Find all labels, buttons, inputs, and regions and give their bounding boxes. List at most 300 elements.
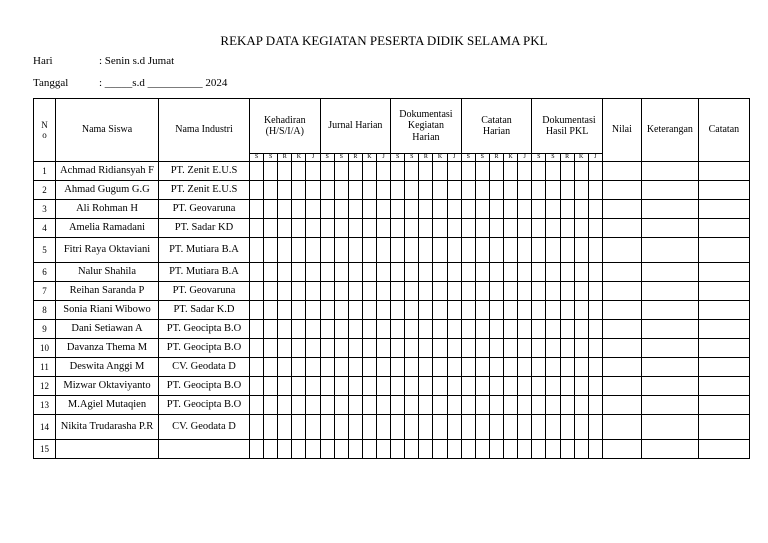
day-cell [377,339,391,358]
row-nilai [602,181,641,200]
day-cell [489,440,503,459]
row-nama-siswa: Mizwar Oktaviyanto [56,377,159,396]
hari-label: Hari [33,55,53,67]
day-cell [419,396,433,415]
row-nama-siswa: Ahmad Gugum G.G [56,181,159,200]
day-cell [574,440,588,459]
day-cell [250,219,264,238]
row-keterangan [641,396,698,415]
day-cell [264,415,278,440]
day-cell [264,320,278,339]
day-cell [518,320,532,339]
rekap-table [33,98,750,459]
day-cell [433,162,447,181]
day-cell [264,282,278,301]
row-no: 2 [34,181,56,200]
row-nama-industri: PT. Sadar K.D [159,301,250,320]
row-catatan [698,282,749,301]
day-cell [532,377,546,396]
row-nama-siswa [56,440,159,459]
day-cell [377,181,391,200]
day-cell [588,181,602,200]
day-cell [489,301,503,320]
row-keterangan [641,200,698,219]
day-cell [391,301,405,320]
row-nilai [602,320,641,339]
day-cell [278,282,292,301]
day-cell [278,301,292,320]
day-cell [546,181,560,200]
day-cell [574,263,588,282]
day-cell [250,377,264,396]
day-cell [433,440,447,459]
day-cell [250,238,264,263]
header-group: Kehadiran (H/S/I/A) [250,99,321,154]
day-cell [433,358,447,377]
row-nilai [602,200,641,219]
day-cell [447,339,461,358]
day-cell [574,377,588,396]
header-day: S [391,154,405,162]
day-cell [292,282,306,301]
day-cell [588,301,602,320]
day-cell [250,415,264,440]
row-catatan [698,263,749,282]
day-cell [419,377,433,396]
day-cell [306,263,320,282]
day-cell [574,301,588,320]
day-cell [320,263,334,282]
row-keterangan [641,358,698,377]
day-cell [264,440,278,459]
row-nama-industri [159,440,250,459]
row-nama-siswa: Nikita Trudarasha P.R [56,415,159,440]
day-cell [532,396,546,415]
day-cell [518,181,532,200]
header-day: S [532,154,546,162]
day-cell [264,263,278,282]
header-day: S [320,154,334,162]
day-cell [588,320,602,339]
day-cell [560,396,574,415]
day-cell [504,200,518,219]
row-nama-industri: PT. Zenit E.U.S [159,181,250,200]
day-cell [489,219,503,238]
day-cell [278,440,292,459]
day-cell [334,282,348,301]
day-cell [489,377,503,396]
day-cell [362,301,376,320]
header-group: Jurnal Harian [320,99,391,154]
day-cell [461,282,475,301]
table-row [34,263,750,282]
row-keterangan [641,162,698,181]
day-cell [405,301,419,320]
row-keterangan [641,263,698,282]
day-cell [461,440,475,459]
row-nama-industri: PT. Geocipta B.O [159,320,250,339]
day-cell [518,162,532,181]
day-cell [461,181,475,200]
header-day: R [419,154,433,162]
day-cell [588,263,602,282]
day-cell [405,377,419,396]
row-catatan [698,396,749,415]
day-cell [518,282,532,301]
day-cell [504,181,518,200]
row-nama-industri: CV. Geodata D [159,358,250,377]
row-nilai [602,219,641,238]
day-cell [278,415,292,440]
day-cell [518,301,532,320]
day-cell [306,440,320,459]
day-cell [433,282,447,301]
header-day: J [377,154,391,162]
day-cell [278,238,292,263]
day-cell [489,415,503,440]
day-cell [461,263,475,282]
header-day: S [334,154,348,162]
day-cell [377,396,391,415]
day-cell [405,181,419,200]
day-cell [377,162,391,181]
day-cell [518,219,532,238]
day-cell [377,415,391,440]
day-cell [588,415,602,440]
day-cell [320,339,334,358]
row-nama-industri: PT. Geocipta B.O [159,377,250,396]
header-day: K [504,154,518,162]
row-no: 12 [34,377,56,396]
day-cell [348,320,362,339]
row-keterangan [641,377,698,396]
table-row [34,396,750,415]
day-cell [433,377,447,396]
day-cell [588,396,602,415]
day-cell [334,200,348,219]
day-cell [320,238,334,263]
day-cell [292,162,306,181]
row-nama-industri: PT. Geovaruna [159,282,250,301]
day-cell [489,263,503,282]
day-cell [588,339,602,358]
row-nama-siswa: Sonia Riani Wibowo [56,301,159,320]
day-cell [560,282,574,301]
header-group: Dokumentasi Kegiatan Harian [391,99,462,154]
day-cell [306,377,320,396]
day-cell [560,162,574,181]
day-cell [518,358,532,377]
day-cell [306,339,320,358]
day-cell [377,320,391,339]
row-nama-siswa: Nalur Shahila [56,263,159,282]
day-cell [306,301,320,320]
day-cell [306,415,320,440]
day-cell [292,181,306,200]
day-cell [292,263,306,282]
day-cell [264,219,278,238]
day-cell [391,238,405,263]
row-keterangan [641,238,698,263]
day-cell [362,396,376,415]
day-cell [405,358,419,377]
day-cell [546,238,560,263]
day-cell [405,282,419,301]
row-nilai [602,396,641,415]
day-cell [320,358,334,377]
day-cell [588,162,602,181]
day-cell [574,200,588,219]
row-no: 13 [34,396,56,415]
day-cell [292,339,306,358]
table-row [34,238,750,263]
header-nama-industri: Nama Industri [159,99,250,162]
day-cell [504,301,518,320]
day-cell [334,320,348,339]
day-cell [405,263,419,282]
day-cell [278,320,292,339]
header-day: K [433,154,447,162]
row-catatan [698,377,749,396]
header-day: S [405,154,419,162]
day-cell [292,415,306,440]
row-catatan [698,162,749,181]
day-cell [348,440,362,459]
day-cell [362,162,376,181]
row-catatan [698,301,749,320]
day-cell [334,396,348,415]
row-keterangan [641,282,698,301]
day-cell [419,162,433,181]
day-cell [320,320,334,339]
day-cell [419,320,433,339]
day-cell [532,320,546,339]
day-cell [489,162,503,181]
day-cell [475,263,489,282]
day-cell [433,339,447,358]
day-cell [518,440,532,459]
header-day: R [560,154,574,162]
row-nama-industri: PT. Geovaruna [159,200,250,219]
day-cell [574,162,588,181]
day-cell [348,200,362,219]
row-nama-siswa: Davanza Thema M [56,339,159,358]
day-cell [546,162,560,181]
day-cell [250,301,264,320]
day-cell [320,440,334,459]
day-cell [461,200,475,219]
header-nama-siswa: Nama Siswa [56,99,159,162]
day-cell [348,415,362,440]
day-cell [306,200,320,219]
day-cell [475,377,489,396]
day-cell [433,219,447,238]
day-cell [489,339,503,358]
day-cell [362,358,376,377]
day-cell [264,301,278,320]
day-cell [362,320,376,339]
day-cell [405,200,419,219]
day-cell [433,263,447,282]
day-cell [405,320,419,339]
header-day: R [278,154,292,162]
row-no: 8 [34,301,56,320]
row-nama-siswa: Achmad Ridiansyah F [56,162,159,181]
day-cell [560,301,574,320]
day-cell [518,263,532,282]
day-cell [532,263,546,282]
header-day: R [489,154,503,162]
day-cell [306,358,320,377]
header-day: S [264,154,278,162]
day-cell [362,219,376,238]
day-cell [419,263,433,282]
day-cell [377,219,391,238]
row-nilai [602,358,641,377]
day-cell [546,415,560,440]
day-cell [264,396,278,415]
day-cell [560,339,574,358]
day-cell [264,339,278,358]
row-no: 1 [34,162,56,181]
header-row-main [34,99,750,154]
table-row [34,339,750,358]
day-cell [475,415,489,440]
day-cell [475,320,489,339]
day-cell [264,377,278,396]
day-cell [292,320,306,339]
day-cell [264,181,278,200]
day-cell [504,377,518,396]
day-cell [447,358,461,377]
day-cell [292,358,306,377]
day-cell [306,282,320,301]
row-nama-siswa: Amelia Ramadani [56,219,159,238]
day-cell [518,396,532,415]
day-cell [292,238,306,263]
day-cell [546,440,560,459]
day-cell [574,282,588,301]
day-cell [250,440,264,459]
row-keterangan [641,339,698,358]
table-row [34,358,750,377]
row-nama-industri: PT. Geocipta B.O [159,396,250,415]
day-cell [475,200,489,219]
day-cell [433,320,447,339]
header-day: J [447,154,461,162]
day-cell [532,200,546,219]
day-cell [419,415,433,440]
day-cell [560,415,574,440]
row-keterangan [641,181,698,200]
day-cell [433,301,447,320]
day-cell [362,238,376,263]
day-cell [518,339,532,358]
day-cell [362,181,376,200]
row-catatan [698,219,749,238]
day-cell [264,238,278,263]
day-cell [391,339,405,358]
day-cell [419,219,433,238]
day-cell [334,162,348,181]
day-cell [306,238,320,263]
day-cell [391,377,405,396]
day-cell [546,377,560,396]
row-catatan [698,339,749,358]
day-cell [447,162,461,181]
day-cell [334,181,348,200]
day-cell [278,200,292,219]
day-cell [504,358,518,377]
day-cell [560,320,574,339]
day-cell [574,181,588,200]
row-catatan [698,320,749,339]
day-cell [334,415,348,440]
day-cell [532,415,546,440]
row-nama-siswa: Reihan Saranda P [56,282,159,301]
day-cell [348,238,362,263]
day-cell [348,339,362,358]
day-cell [461,358,475,377]
header-nilai: Nilai [602,99,641,162]
day-cell [292,301,306,320]
day-cell [250,200,264,219]
row-nama-siswa: Ali Rohman H [56,200,159,219]
row-no: 5 [34,238,56,263]
day-cell [588,282,602,301]
day-cell [532,440,546,459]
day-cell [475,440,489,459]
day-cell [447,263,461,282]
day-cell [391,263,405,282]
table-row [34,320,750,339]
row-catatan [698,181,749,200]
day-cell [264,162,278,181]
day-cell [362,263,376,282]
row-no: 7 [34,282,56,301]
row-nilai [602,263,641,282]
row-nama-industri: PT. Zenit E.U.S [159,162,250,181]
day-cell [250,162,264,181]
day-cell [489,238,503,263]
day-cell [278,358,292,377]
day-cell [546,282,560,301]
day-cell [560,440,574,459]
day-cell [278,219,292,238]
day-cell [306,320,320,339]
row-nilai [602,339,641,358]
day-cell [391,358,405,377]
day-cell [250,396,264,415]
row-nama-siswa: M.Agiel Mutaqien [56,396,159,415]
day-cell [447,377,461,396]
day-cell [461,377,475,396]
day-cell [475,181,489,200]
day-cell [348,263,362,282]
row-nama-industri: CV. Geodata D [159,415,250,440]
row-nilai [602,440,641,459]
table-row [34,200,750,219]
day-cell [560,200,574,219]
header-day: K [292,154,306,162]
day-cell [292,219,306,238]
header-catatan: Catatan [698,99,749,162]
day-cell [532,219,546,238]
page-title: REKAP DATA KEGIATAN PESERTA DIDIK SELAMA PKL [220,33,548,48]
day-cell [348,181,362,200]
day-cell [348,162,362,181]
day-cell [489,396,503,415]
